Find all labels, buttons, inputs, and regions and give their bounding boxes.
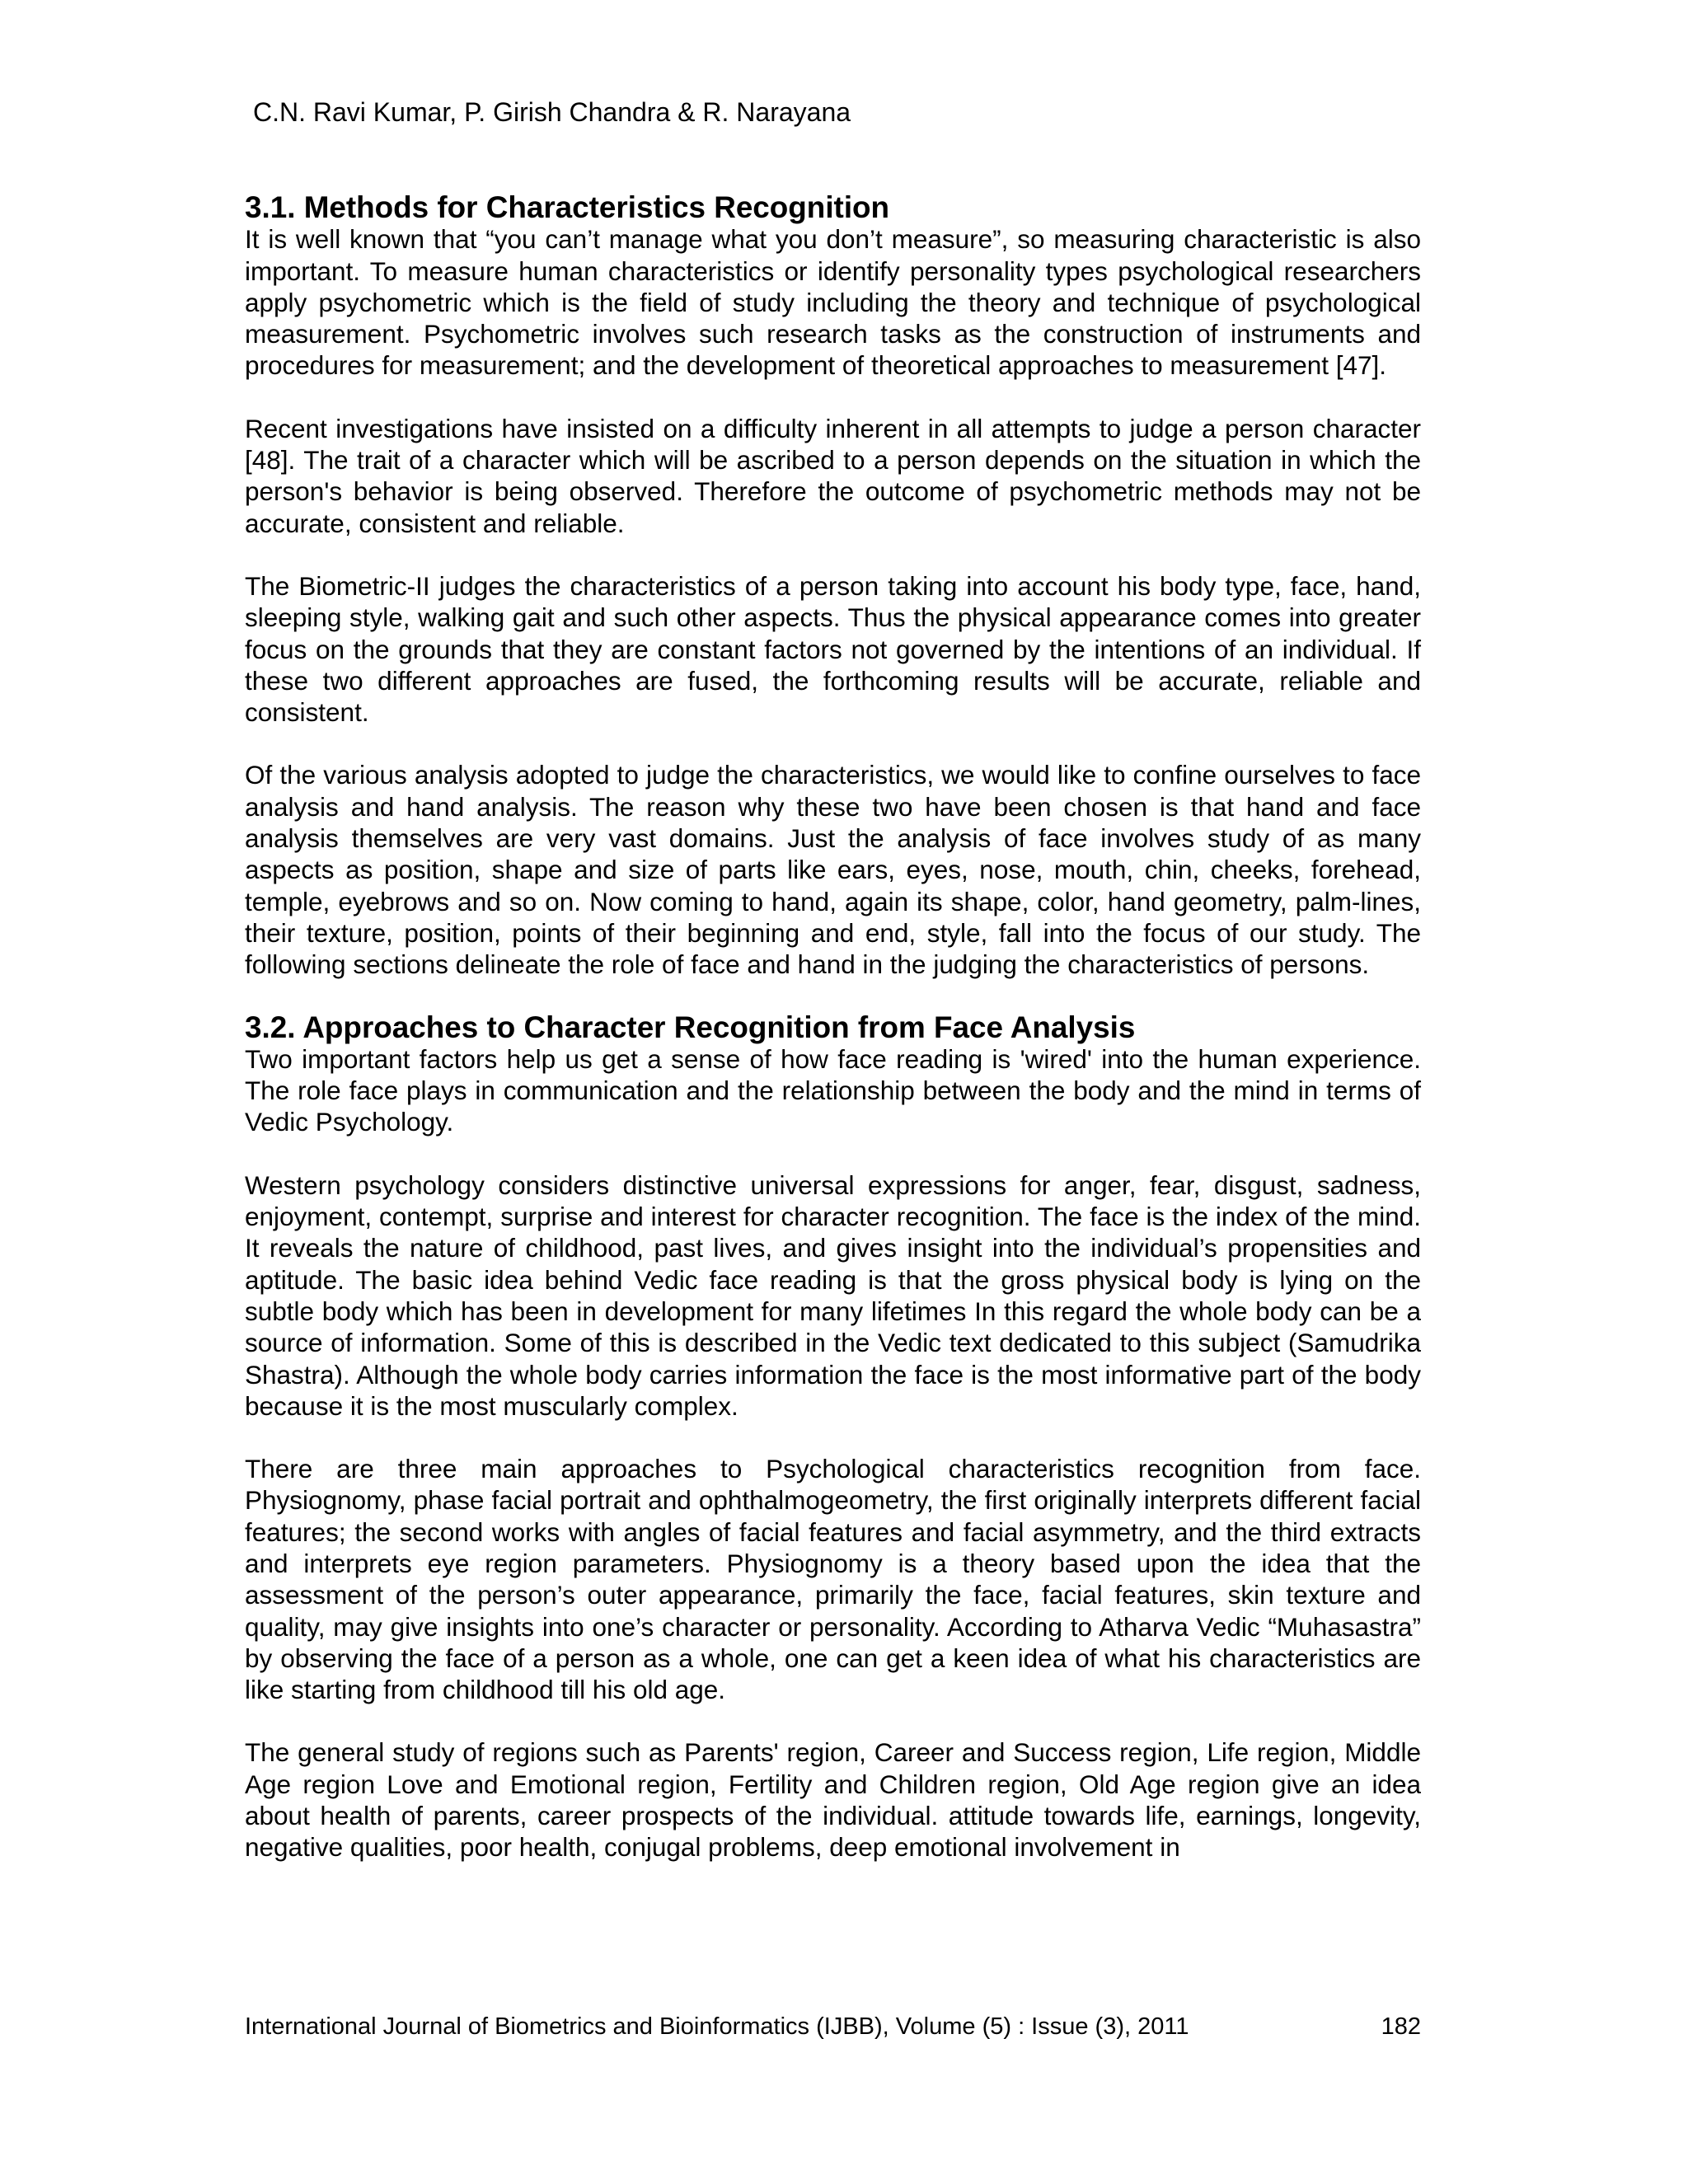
section-3-1 bbox=[245, 192, 1421, 981]
paragraph: Recent investigations have insisted on a difficulty inherent in all attempts to judge a person character [48]. The trait of a character which will be ascribed to a person depends on the situation in which the person's behavior is being observed. Therefore the outcome of psychometric methods may not be accurate, consistent and reliable. bbox=[245, 413, 1421, 538]
journal-citation: International Journal of Biometrics and Bioinformatics (IJBB), Volume (5) : Issue (3), 2011 bbox=[245, 2013, 1189, 2040]
paragraph: There are three main approaches to Psychological characteristics recognition from face. Physiognomy, phase facial portrait and ophthalmogeometry, the first originally interprets different facial features; the second works with angles of facial features and facial asymmetry, and the third extracts and interprets eye region parameters. Physiognomy is a theory based upon the idea that the assessment of the person’s outer appearance, primarily the face, facial features, skin texture and quality, may give insights into one’s character or personality. According to Atharva Vedic “Muhasastra” by observing the face of a person as a whole, one can get a keen idea of what his characteristics are like starting from childhood till his old age. bbox=[245, 1454, 1421, 1705]
page-number: 182 bbox=[1381, 2013, 1421, 2040]
paragraph: The general study of regions such as Parents' region, Career and Success region, Life region, Middle Age region Love and Emotional region, Fertility and Children region, Old Age region give an idea about health of parents, career prospects of the individual. attitude towards life, earnings, longevity, negative qualities, poor health, conjugal problems, deep emotional involvement in bbox=[245, 1737, 1421, 1863]
paragraph: Of the various analysis adopted to judge the characteristics, we would like to confine ourselves to face analysis and hand analysis. The reason why these two have been chosen is that hand and face analysis themselves are very vast domains. Just the analysis of face involves study of as many aspects as position, shape and size of parts like ears, eyes, nose, mouth, chin, cheeks, forehead, temple, eyebrows and so on. Now coming to hand, again its shape, color, hand geometry, palm-lines, their texture, position, points of their beginning and end, style, fall into the focus of our study. The following sections delineate the role of face and hand in the judging the characteristics of persons. bbox=[245, 760, 1421, 980]
article-body bbox=[245, 192, 1421, 1895]
paragraph: Western psychology considers distinctive universal expressions for anger, fear, disgust, sadness, enjoyment, contempt, surprise and interest for character recognition. The face is the index of the mind. It reveals the nature of childhood, past lives, and gives insight into the individual’s propensities and aptitude. The basic idea behind Vedic face reading is that the gross physical body is lying on the subtle body which has been in development for many lifetimes In this regard the whole body can be a source of information. Some of this is described in the Vedic text dedicated to this subject (Samudrika Shastra). Although the whole body carries information the face is the most informative part of the body because it is the most muscularly complex. bbox=[245, 1169, 1421, 1421]
section-heading: 3.1. Methods for Characteristics Recognition bbox=[245, 190, 890, 224]
section-heading: 3.2. Approaches to Character Recognition from Face Analysis bbox=[245, 1010, 1136, 1044]
paragraph: Two important factors help us get a sense of how face reading is 'wired' into the human experience. The role face plays in communication and the relationship between the body and the mind in terms of Vedic Psychology. bbox=[245, 1043, 1421, 1137]
running-head-authors: C.N. Ravi Kumar, P. Girish Chandra & R. Narayana bbox=[253, 97, 851, 127]
section-3-2 bbox=[245, 1012, 1421, 1863]
paragraph: The Biometric-II judges the characteristics of a person taking into account his body type, face, hand, sleeping style, walking gait and such other aspects. Thus the physical appearance comes into greater focus on the grounds that they are constant factors not governed by the intentions of an individual. If these two different approaches are fused, the forthcoming results will be accurate, reliable and consistent. bbox=[245, 570, 1421, 728]
page-footer bbox=[245, 2012, 1421, 2041]
paragraph: It is well known that “you can’t manage what you don’t measure”, so measuring characteristic is also important. To measure human characteristics or identify personality types psychological researchers apply psychometric which is the field of study including the theory and technique of psychological measurement. Psychometric involves such research tasks as the construction of instruments and procedures for measurement; and the development of theoretical approaches to measurement [47]. bbox=[245, 224, 1421, 381]
